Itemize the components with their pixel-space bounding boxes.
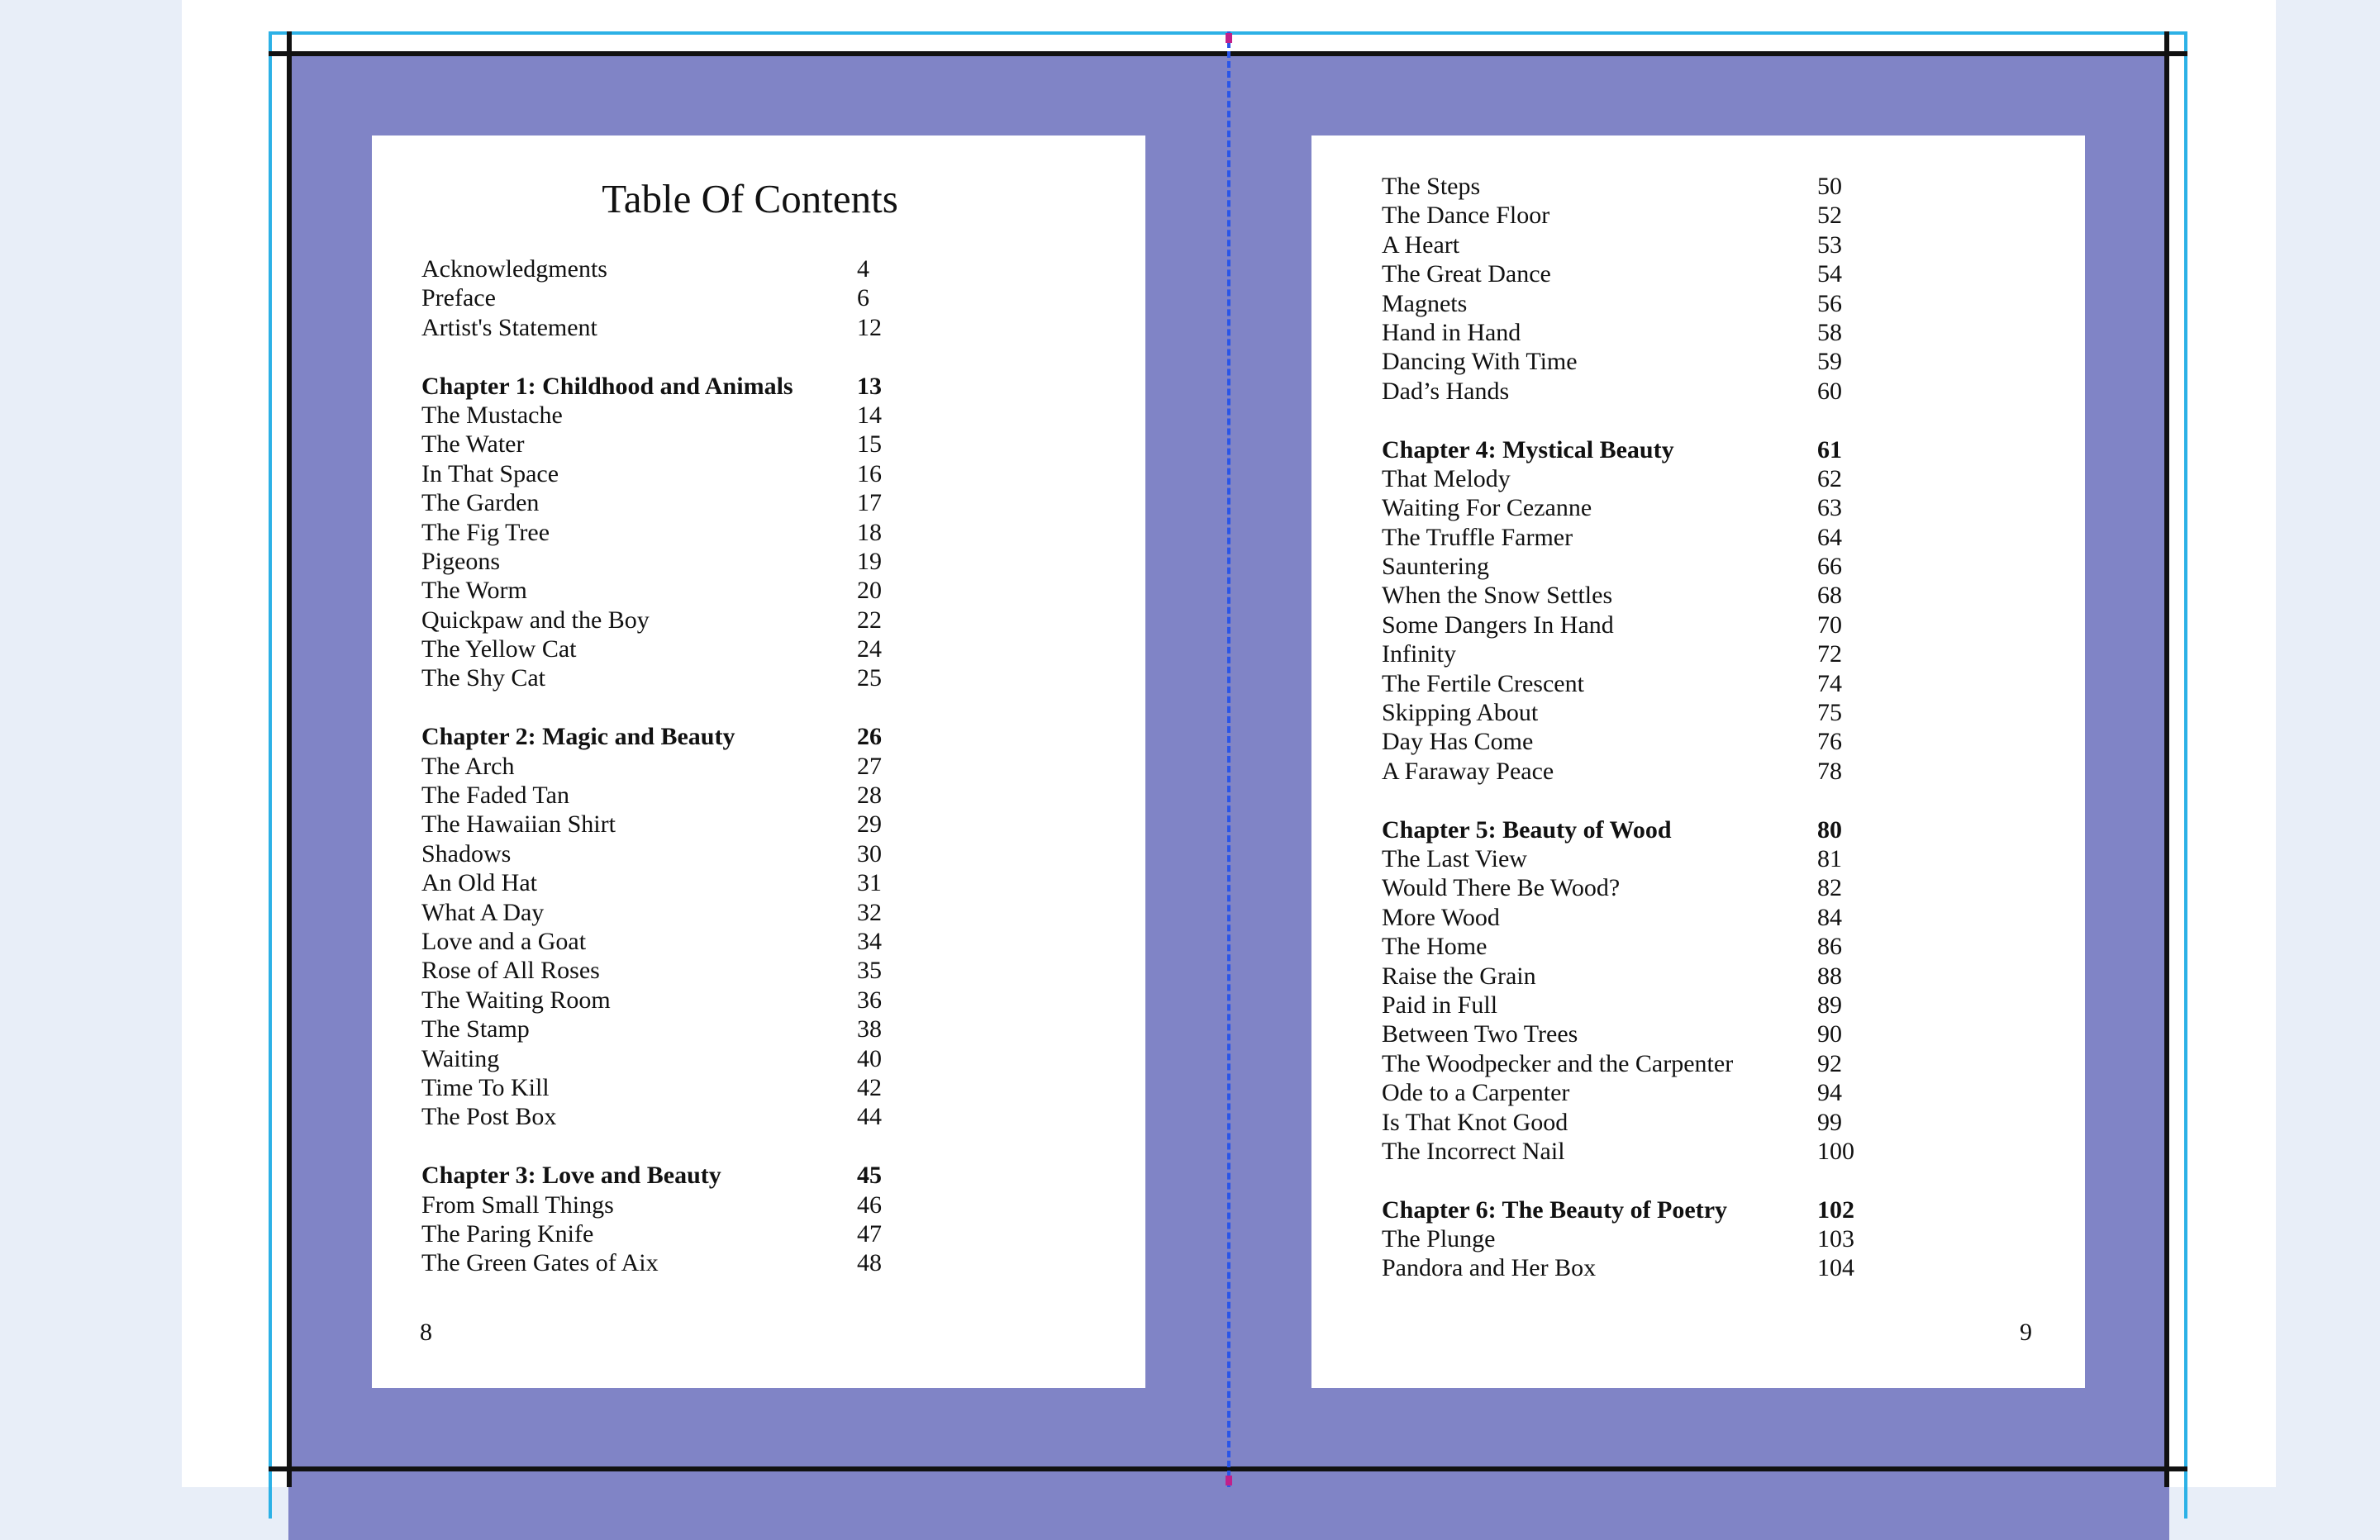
toc-entry-title: The Hawaiian Shirt [421,810,616,839]
toc-entry-title: Shadows [421,839,512,867]
toc-entry-row [1382,873,1892,902]
toc-entry-row [421,810,931,839]
toc-entry-row [421,1015,931,1043]
toc-entry-title: Ode to a Carpenter [1382,1079,1570,1107]
toc-chapter-row [421,1161,931,1190]
toc-entry-title: The Water [421,430,525,459]
toc-entry-title: The Last View [1382,844,1527,872]
toc-entry-row [421,752,931,781]
toc-entry-page: 99 [1817,1108,1842,1136]
toc-entry-page: 81 [1817,844,1842,872]
toc-entry-row [1382,318,1892,347]
toc-entry-title: The Faded Tan [421,782,569,810]
toc-entry-title: The Worm [421,577,527,605]
toc-entry-row [1382,259,1892,288]
toc-entry-title: Some Dangers In Hand [1382,611,1614,639]
toc-entry-page: 62 [1817,464,1842,492]
toc-entry-page: 22 [857,606,882,634]
toc-entry-page: 32 [857,898,882,926]
toc-entry-title: The Plunge [1382,1225,1496,1253]
toc-entry-title: A Faraway Peace [1382,757,1554,785]
toc-entry-page: 52 [1817,202,1842,230]
spine-marker-bottom [1226,1476,1232,1485]
toc-entry-row [421,459,931,488]
toc-title: Table Of Contents [602,176,898,221]
trim-line-right [2164,31,2169,1487]
toc-entry-title: In That Space [421,459,559,487]
toc-entry-row [1382,1108,1892,1137]
toc-entry-page: 92 [1817,1049,1842,1077]
toc-entry-page: 19 [857,547,882,575]
toc-spacer [1382,1166,1892,1195]
toc-entry-page: 53 [1817,231,1842,259]
toc-entry-page: 88 [1817,962,1842,990]
page-number-left: 8 [420,1319,432,1346]
toc-entry-page: 26 [857,723,882,751]
toc-entry-row [1382,991,1892,1020]
toc-entry-title: The Home [1382,933,1488,961]
toc-entry-title: The Paring Knife [421,1219,594,1248]
toc-entry-row [1382,464,1892,493]
toc-entry-row [1382,757,1892,786]
toc-entry-row [1382,698,1892,727]
toc-entry-row [421,430,931,459]
toc-entry-title: The Mustache [421,401,563,429]
toc-entry-title: Artist's Statement [421,313,597,341]
toc-entry-title: The Fertile Crescent [1382,669,1584,697]
toc-entry-row [421,868,931,897]
toc-entry-page: 31 [857,869,882,897]
toc-entry-title: Love and a Goat [421,927,587,955]
toc-entry-row [1382,1049,1892,1078]
toc-entry-row [1382,201,1892,230]
toc-list-right [1382,172,1892,1283]
toc-entry-title: Chapter 6: The Beauty of Poetry [1382,1195,1728,1224]
toc-entry-row [1382,639,1892,668]
toc-entry-row [1382,231,1892,259]
toc-entry-row [1382,962,1892,991]
toc-entry-row [421,927,931,956]
toc-entry-row [421,1248,931,1277]
toc-entry-page: 27 [857,752,882,780]
toc-entry-page: 61 [1817,435,1842,463]
toc-entry-page: 6 [857,284,869,312]
toc-entry-row [1382,552,1892,581]
toc-entry-title: A Heart [1382,231,1460,259]
toc-entry-row [421,1044,931,1073]
toc-entry-row [421,606,931,635]
toc-entry-page: 76 [1817,728,1842,756]
toc-entry-title: What A Day [421,898,545,926]
toc-entry-title: When the Snow Settles [1382,582,1613,610]
toc-entry-row [1382,1137,1892,1166]
toc-entry-row [421,986,931,1015]
toc-entry-row [1382,523,1892,552]
toc-entry-title: Sauntering [1382,553,1489,581]
page-right[interactable] [1311,135,2085,1388]
toc-spacer [421,342,931,371]
toc-list-left [421,254,931,1278]
toc-entry-title: Waiting [421,1044,500,1072]
toc-entry-title: The Woodpecker and the Carpenter [1382,1049,1734,1077]
toc-entry-page: 103 [1817,1225,1854,1253]
toc-entry-row [421,576,931,605]
toc-entry-title: Quickpaw and the Boy [421,606,650,634]
toc-entry-page: 94 [1817,1079,1842,1107]
toc-entry-page: 75 [1817,699,1842,727]
toc-entry-page: 72 [1817,640,1842,668]
toc-entry-title: Pigeons [421,547,501,575]
toc-spacer [1382,786,1892,815]
toc-entry-page: 56 [1817,289,1842,317]
toc-entry-page: 59 [1817,348,1842,376]
toc-chapter-row [1382,435,1892,464]
toc-entry-page: 30 [857,839,882,867]
toc-entry-page: 45 [857,1162,882,1190]
toc-entry-title: Rose of All Roses [421,957,600,985]
toc-entry-page: 54 [1817,260,1842,288]
toc-entry-row [421,401,931,430]
toc-entry-title: Acknowledgments [421,255,607,283]
toc-entry-title: Paid in Full [1382,991,1498,1019]
toc-entry-row [1382,347,1892,376]
toc-entry-title: The Waiting Room [421,986,611,1014]
toc-entry-title: The Stamp [421,1015,530,1043]
toc-entry-page: 46 [857,1191,882,1219]
toc-entry-row [421,518,931,547]
toc-chapter-row [421,372,931,401]
toc-entry-page: 14 [857,401,882,429]
toc-entry-row [1382,493,1892,522]
toc-entry-title: Chapter 4: Mystical Beauty [1382,435,1674,463]
toc-entry-row [421,781,931,810]
toc-entry-page: 66 [1817,553,1842,581]
toc-entry-row [421,283,931,312]
toc-entry-page: 89 [1817,991,1842,1019]
toc-entry-row [1382,932,1892,961]
toc-entry-page: 104 [1817,1254,1854,1282]
toc-entry-title: The Green Gates of Aix [421,1249,659,1277]
spine-marker-top [1226,33,1232,43]
toc-entry-page: 78 [1817,757,1842,785]
toc-entry-page: 38 [857,1015,882,1043]
toc-entry-title: That Melody [1382,464,1511,492]
toc-entry-page: 74 [1817,669,1842,697]
toc-entry-title: Chapter 1: Childhood and Animals [421,372,793,400]
toc-entry-page: 13 [857,372,882,400]
toc-entry-row [421,488,931,517]
toc-entry-page: 15 [857,430,882,459]
toc-entry-row [1382,1020,1892,1048]
toc-entry-page: 20 [857,577,882,605]
toc-entry-row [421,1219,931,1248]
toc-entry-title: The Dance Floor [1382,202,1550,230]
toc-entry-title: The Arch [421,752,515,780]
toc-entry-page: 24 [857,635,882,663]
toc-entry-page: 18 [857,518,882,546]
toc-entry-title: Chapter 3: Love and Beauty [421,1162,721,1190]
toc-entry-page: 60 [1817,377,1842,405]
toc-entry-row [421,839,931,868]
toc-entry-page: 12 [857,313,882,341]
toc-entry-page: 70 [1817,611,1842,639]
toc-chapter-row [1382,1195,1892,1224]
toc-entry-row [421,663,931,692]
toc-spacer [421,1132,931,1161]
toc-entry-title: Chapter 2: Magic and Beauty [421,723,735,751]
toc-entry-title: Waiting For Cezanne [1382,494,1592,522]
toc-entry-row [1382,172,1892,201]
toc-entry-page: 4 [857,255,869,283]
toc-entry-row [421,1102,931,1131]
toc-entry-row [1382,1078,1892,1107]
toc-entry-title: The Truffle Farmer [1382,523,1573,551]
toc-entry-title: The Yellow Cat [421,635,577,663]
toc-entry-page: 64 [1817,523,1842,551]
toc-entry-page: 16 [857,459,882,487]
toc-entry-title: Skipping About [1382,699,1539,727]
toc-entry-title: Raise the Grain [1382,962,1536,990]
toc-entry-title: Chapter 5: Beauty of Wood [1382,815,1672,844]
toc-entry-row [421,956,931,985]
toc-entry-page: 58 [1817,318,1842,346]
toc-entry-title: The Garden [421,489,540,517]
toc-entry-title: Preface [421,284,496,312]
toc-entry-row [1382,1224,1892,1253]
toc-entry-page: 90 [1817,1020,1842,1048]
toc-chapter-row [421,722,931,751]
toc-entry-row [1382,581,1892,610]
toc-entry-row [421,1073,931,1102]
toc-entry-row [421,898,931,927]
toc-entry-page: 47 [857,1219,882,1248]
toc-entry-page: 35 [857,957,882,985]
toc-entry-page: 25 [857,664,882,692]
toc-entry-page: 80 [1817,815,1842,844]
toc-entry-row [1382,844,1892,873]
toc-spacer [421,693,931,722]
page-number-right: 9 [2020,1319,2032,1346]
page-left[interactable] [372,135,1145,1388]
toc-entry-title: Day Has Come [1382,728,1534,756]
toc-entry-row [421,547,931,576]
toc-entry-title: Dad’s Hands [1382,377,1510,405]
toc-entry-page: 82 [1817,874,1842,902]
toc-entry-title: Would There Be Wood? [1382,874,1621,902]
toc-entry-page: 63 [1817,494,1842,522]
toc-entry-page: 102 [1817,1195,1854,1224]
toc-entry-title: Between Two Trees [1382,1020,1578,1048]
toc-entry-page: 68 [1817,582,1842,610]
toc-entry-page: 44 [857,1103,882,1131]
toc-entry-row [421,1191,931,1219]
toc-entry-title: The Great Dance [1382,260,1551,288]
toc-entry-title: The Shy Cat [421,664,545,692]
toc-entry-title: Dancing With Time [1382,348,1578,376]
toc-entry-title: More Wood [1382,903,1500,931]
toc-entry-row [421,635,931,663]
toc-entry-title: Pandora and Her Box [1382,1254,1597,1282]
spine-guide [1227,31,1230,1487]
toc-entry-title: Hand in Hand [1382,318,1521,346]
toc-entry-row [1382,903,1892,932]
toc-entry-title: The Fig Tree [421,518,550,546]
toc-chapter-row [1382,815,1892,844]
toc-entry-page: 29 [857,810,882,839]
toc-entry-page: 40 [857,1044,882,1072]
toc-entry-row [1382,1253,1892,1282]
toc-entry-page: 17 [857,489,882,517]
toc-spacer [1382,406,1892,435]
trim-line-left [287,31,292,1487]
toc-entry-row [1382,669,1892,698]
toc-entry-title: The Steps [1382,173,1481,200]
toc-entry-page: 84 [1817,903,1842,931]
toc-entry-row [1382,377,1892,406]
toc-entry-page: 86 [1817,933,1842,961]
toc-entry-title: From Small Things [421,1191,614,1219]
toc-entry-page: 42 [857,1073,882,1101]
toc-entry-row [1382,727,1892,756]
toc-entry-row [421,313,931,342]
toc-entry-page: 100 [1817,1137,1854,1165]
toc-entry-title: An Old Hat [421,869,537,897]
toc-entry-row [1382,289,1892,318]
toc-entry-page: 50 [1817,173,1842,200]
toc-entry-title: Time To Kill [421,1073,550,1101]
toc-entry-row [1382,611,1892,639]
toc-entry-title: The Incorrect Nail [1382,1137,1565,1165]
toc-entry-title: Magnets [1382,289,1468,317]
toc-entry-title: The Post Box [421,1103,557,1131]
toc-entry-title: Is That Knot Good [1382,1108,1568,1136]
toc-entry-page: 48 [857,1249,882,1277]
toc-entry-page: 28 [857,782,882,810]
toc-entry-row [421,254,931,283]
toc-entry-page: 36 [857,986,882,1014]
toc-entry-page: 34 [857,927,882,955]
toc-entry-title: Infinity [1382,640,1456,668]
